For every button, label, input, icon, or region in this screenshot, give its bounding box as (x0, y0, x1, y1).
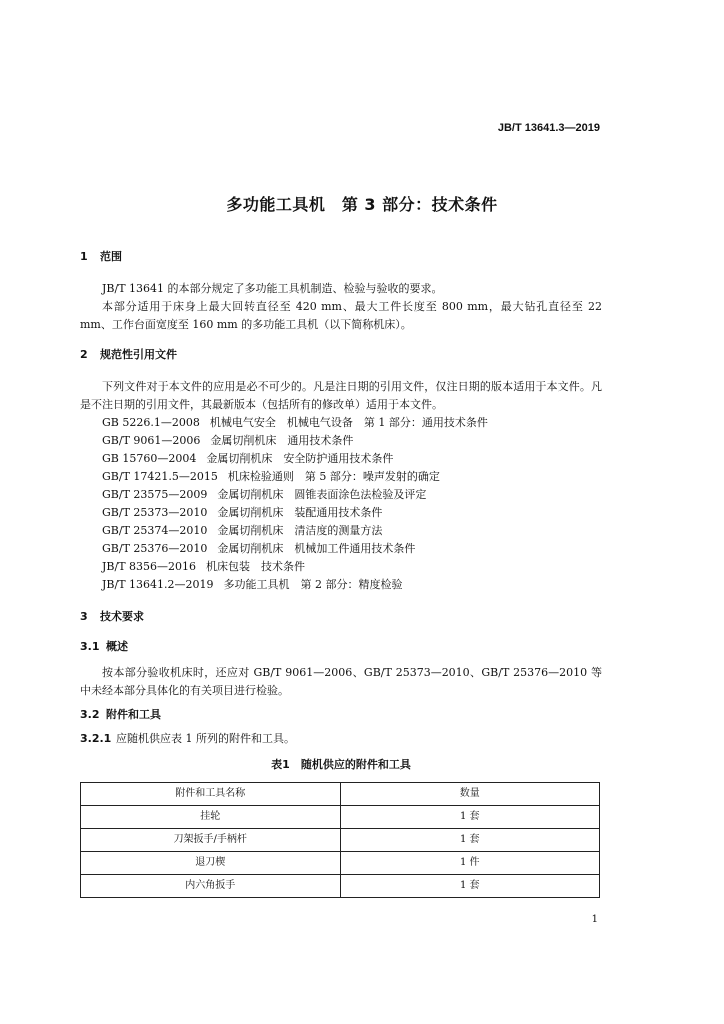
reference-item (80, 432, 602, 450)
reference-code: GB/T 25374—2010 (102, 524, 208, 537)
reference-title: 金属切削机床 圆锥表面涂色法检验及评定 (217, 488, 427, 501)
subsection-heading-overview (80, 638, 602, 656)
reference-code: GB/T 17421.5—2015 (102, 470, 218, 483)
table-cell: 刀架扳手/手柄杆 (81, 829, 341, 852)
section-number: 3 (80, 610, 88, 623)
scope-paragraph-2: 本部分适用于床身上最大回转直径至 420 mm、最大工件长度至 800 mm，最大钻孔直径至 22 mm、工作台面宽度至 160 mm 的多功能工具机（以下简称机床）。 (80, 300, 602, 331)
section-title: 技术要求 (100, 610, 144, 623)
reference-code: GB 5226.1—2008 (102, 416, 200, 429)
reference-code: GB/T 25376—2010 (102, 542, 208, 555)
reference-title: 机械电气安全 机械电气设备 第 1 部分：通用技术条件 (209, 416, 488, 429)
subsection-title: 概述 (106, 640, 128, 653)
table-header-cell: 数量 (340, 783, 600, 806)
table-header-cell: 附件和工具名称 (81, 783, 341, 806)
overview-paragraph: 按本部分验收机床时，还应对 GB/T 9061—2006、GB/T 25373—2010、GB/T 25376—2010 等中未经本部分具体化的有关项目进行检验。 (80, 666, 602, 697)
reference-title: 机床包装 技术条件 (206, 560, 306, 573)
table-cell: 1 套 (340, 829, 600, 852)
table-row (81, 829, 600, 852)
table-cell: 1 件 (340, 852, 600, 875)
reference-item (80, 468, 602, 486)
reference-title: 金属切削机床 机械加工件通用技术条件 (217, 542, 416, 555)
references-intro: 下列文件对于本文件的应用是必不可少的。凡是注日期的引用文件，仅注日期的版本适用于本文件。凡是不注日期的引用文件，其最新版本（包括所有的修改单）适用于本文件。 (80, 380, 602, 411)
accessories-table (80, 782, 600, 898)
reference-code: GB 15760—2004 (102, 452, 197, 465)
reference-item (80, 504, 602, 522)
table-cell: 1 套 (340, 806, 600, 829)
subsection-heading-accessories (80, 706, 602, 724)
subsection-title: 附件和工具 (106, 708, 161, 721)
table-cell: 挂轮 (81, 806, 341, 829)
table-row (81, 875, 600, 898)
reference-code: JB/T 8356—2016 (102, 560, 197, 573)
reference-title: 机床检验通则 第 5 部分：噪声发射的确定 (227, 470, 440, 483)
reference-title: 金属切削机床 清洁度的测量方法 (217, 524, 383, 537)
reference-code: JB/T 13641.2—2019 (102, 578, 214, 591)
standard-code: JB/T 13641.3—2019 (497, 122, 600, 134)
reference-title: 金属切削机床 安全防护通用技术条件 (206, 452, 394, 465)
scope-paragraph-1: JB/T 13641 的本部分规定了多功能工具机制造、检验与验收的要求。 (102, 282, 443, 295)
reference-code: GB/T 23575—2009 (102, 488, 208, 501)
clause-text: 应随机供应表 1 所列的附件和工具。 (116, 732, 295, 745)
table-header-row (81, 783, 600, 806)
section-title: 范围 (100, 250, 122, 263)
reference-title: 多功能工具机 第 2 部分：精度检验 (223, 578, 403, 591)
clause-number: 3.2.1 (80, 732, 112, 745)
clause-3-2-1 (80, 730, 602, 748)
section-number: 2 (80, 348, 88, 361)
reference-list (80, 414, 602, 594)
section-number: 1 (80, 250, 88, 263)
section-title: 规范性引用文件 (100, 348, 177, 361)
table-row (81, 806, 600, 829)
table-cell: 退刀楔 (81, 852, 341, 875)
reference-code: GB/T 9061—2006 (102, 434, 201, 447)
table-cell: 1 套 (340, 875, 600, 898)
reference-code: GB/T 25373—2010 (102, 506, 208, 519)
reference-item (80, 558, 602, 576)
reference-title: 金属切削机床 通用技术条件 (210, 434, 354, 447)
reference-title: 金属切削机床 装配通用技术条件 (217, 506, 383, 519)
reference-item (80, 522, 602, 540)
table-caption: 表1 随机供应的附件和工具 (271, 758, 411, 771)
reference-item (80, 450, 602, 468)
table-cell: 内六角扳手 (81, 875, 341, 898)
reference-item (80, 540, 602, 558)
document-body (80, 248, 602, 898)
subsection-number: 3.2 (80, 708, 100, 721)
section-heading-scope (80, 248, 602, 266)
page-number: 1 (591, 914, 598, 925)
reference-item (80, 486, 602, 504)
document-title: 多功能工具机 第 3 部分：技术条件 (226, 195, 498, 214)
table-row (81, 852, 600, 875)
section-heading-technical-requirements (80, 608, 602, 626)
section-heading-normative-references (80, 346, 602, 364)
reference-item (80, 414, 602, 432)
reference-item (80, 576, 602, 594)
subsection-number: 3.1 (80, 640, 100, 653)
